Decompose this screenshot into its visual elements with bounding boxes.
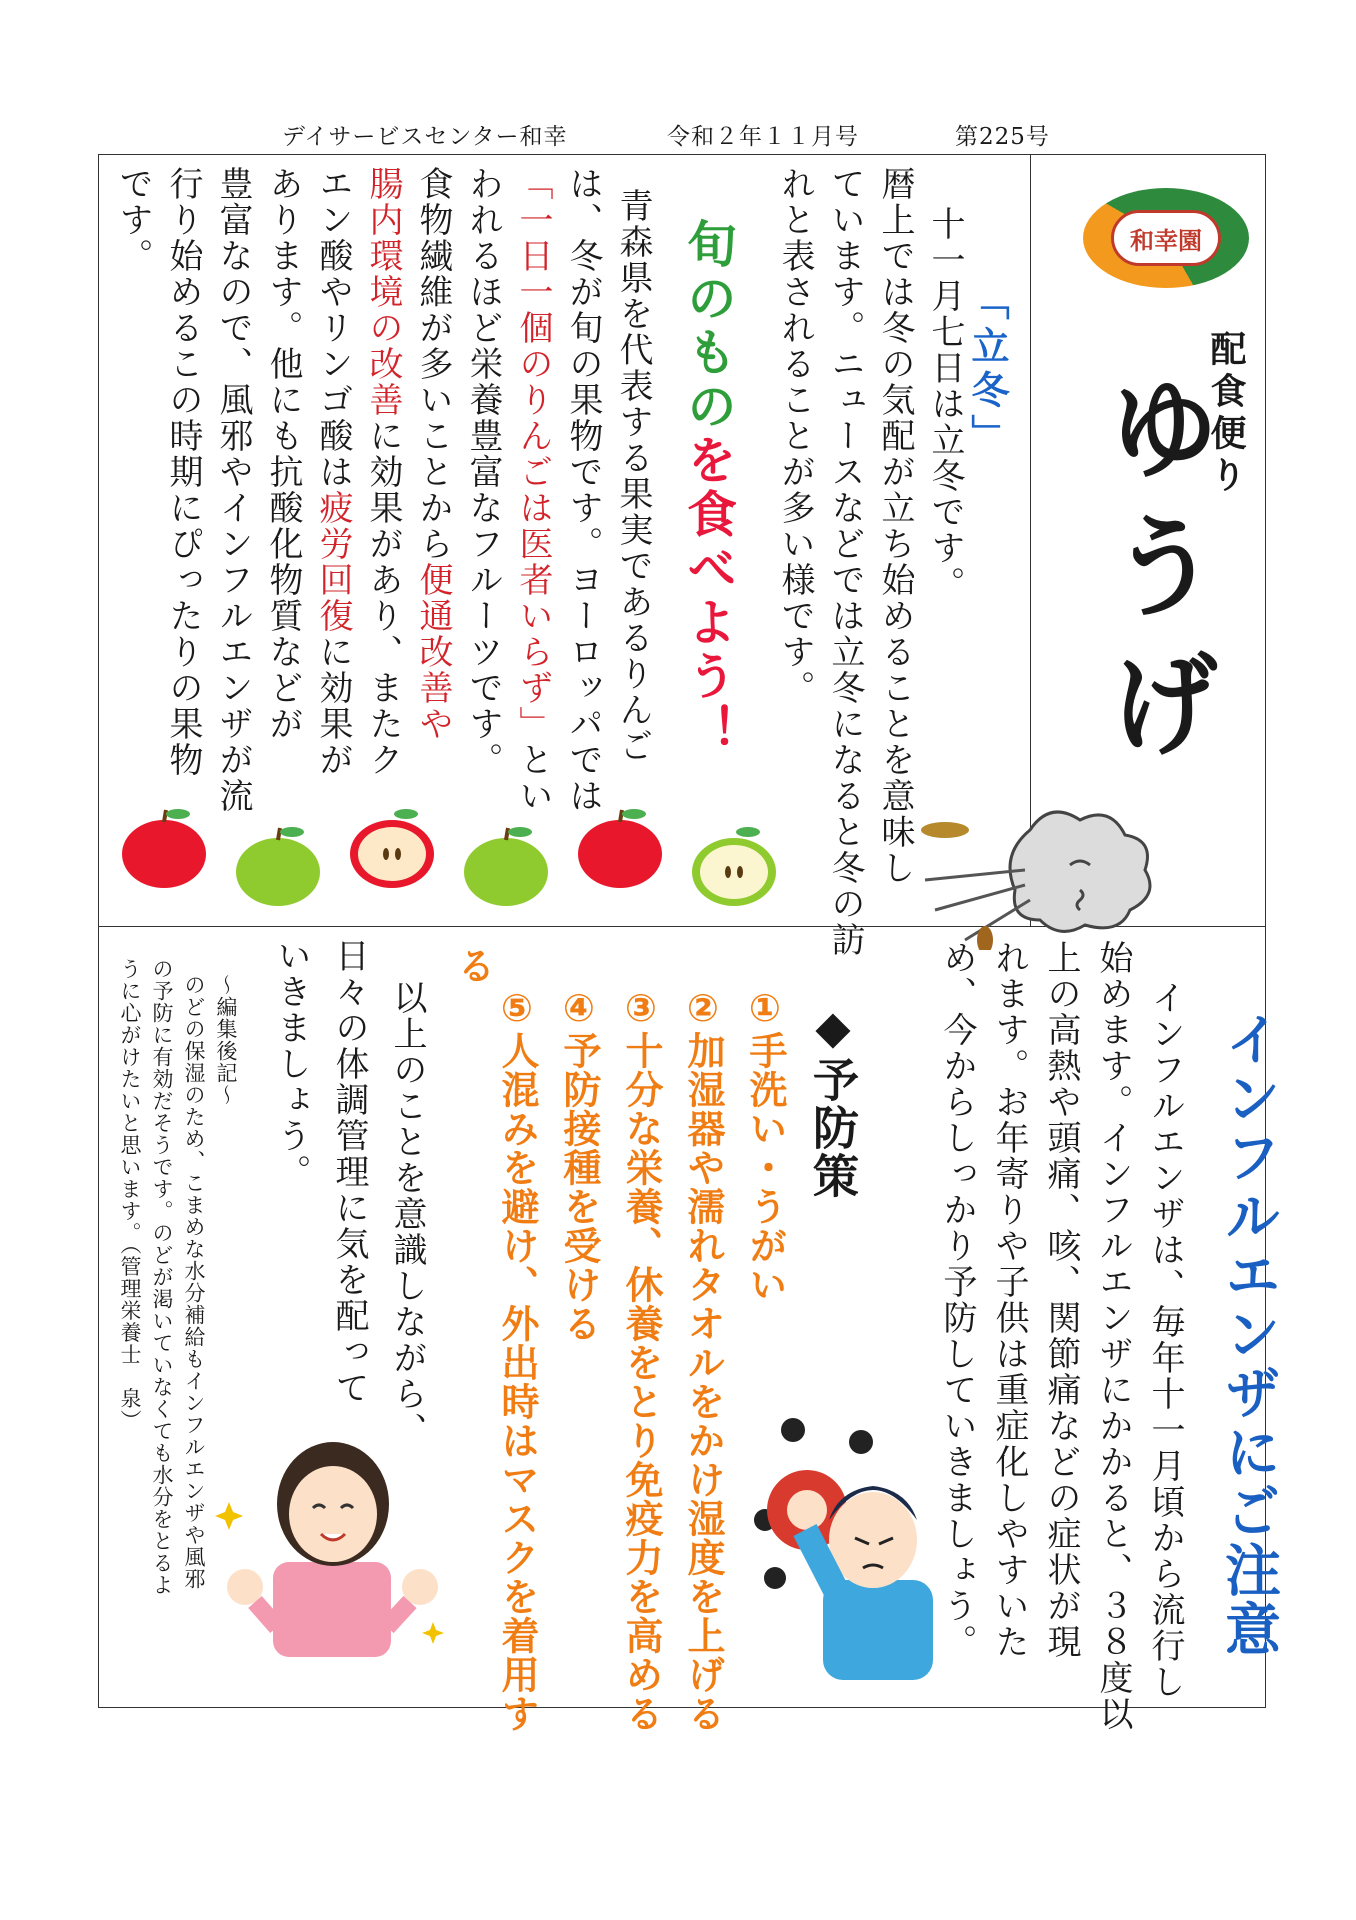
red-apple-icon — [118, 806, 210, 890]
apple-line: 「一日一個のりんごは医者いらず」とい — [513, 166, 553, 814]
apple-line: エン酸やリンゴ酸は疲労回復に効果が — [313, 166, 353, 778]
apple-line: 青森県を代表する果実であるりんご — [613, 188, 653, 764]
apple-highlight: 疲労回復 — [313, 490, 353, 634]
season-line: 暦上では冬の気配が立ち始めることを意味し — [875, 166, 915, 886]
masthead-subtitle: 配食便り — [1205, 330, 1246, 498]
apple-line: 腸内環境の改善に効果があり、またク — [363, 166, 403, 778]
season-heading: 「立冬」 — [965, 282, 1009, 458]
cloud-icon — [1010, 812, 1150, 931]
issue-date: 令和２年１１月号 — [667, 124, 859, 150]
burst-icon — [781, 1418, 805, 1442]
apple-line: 豊富なので、風邪やインフルエンザが流 — [213, 166, 253, 814]
apple-proverb: 「一日一個のりんごは医者いらず」 — [513, 166, 553, 742]
burst-icon — [764, 1567, 786, 1589]
apple-line: 行り始めるこの時期にぴったりの果物 — [163, 166, 203, 778]
editor-note-line: うに心がけたいと思います。（管理栄養士 泉） — [118, 958, 142, 1432]
editor-note-line: の予防に有効だそうです。のどが渇いていなくても水分をとるよ — [150, 958, 174, 1596]
determined-man-illustration — [745, 1410, 940, 1680]
sparkle-icon — [215, 1502, 243, 1530]
green-apple-icon — [460, 824, 552, 908]
red-apple-icon — [574, 806, 666, 890]
apple-line: あります。他にも抗酸化物質などが — [263, 166, 303, 742]
apple-highlight: 腸内環境の改善 — [363, 166, 403, 418]
apple-line: われるほど栄養豊富なフルーツです。 — [463, 166, 503, 778]
season-line: 十一月七日は立冬です。 — [925, 206, 965, 602]
cut-green-apple-icon — [688, 824, 780, 908]
burst-icon — [849, 1430, 873, 1454]
apple-line: 食物繊維が多いことから便通改善や — [413, 166, 453, 742]
flu-line: れます。お年寄りや子供は重症化しやすいた — [989, 940, 1029, 1660]
green-apple-icon — [232, 824, 324, 908]
apple-line: です。 — [113, 166, 153, 274]
center-name: デイサービスセンター和幸 — [282, 124, 568, 150]
apple-heading — [672, 218, 744, 758]
season-line: ています。ニュースなどでは立冬になると冬の訪 — [825, 166, 865, 958]
flu-heading: インフルエンザにご注意 — [1216, 1010, 1281, 1659]
logo — [1083, 188, 1249, 288]
closing-line: 日々の体調管理に気を配って — [329, 938, 369, 1406]
flu-line: 始めます。インフルエンザにかかると、３８度以 — [1093, 940, 1133, 1732]
cut-red-apple-icon — [346, 806, 438, 890]
prevention-item: ⑤人混みを避け、外出時はマスクを着用す — [495, 986, 539, 1733]
editor-note-line: ～編集後記～ — [214, 974, 238, 1106]
masthead-title: ゆうげ — [1090, 370, 1220, 784]
prevention-heading: ◆予防策 — [806, 1000, 860, 1200]
logo-text: 和幸園 — [1130, 226, 1202, 255]
prevention-item: ④予防接種を受ける — [557, 986, 601, 1343]
flu-line: 上の高熱や頭痛、咳、関節痛などの症状が現 — [1041, 940, 1081, 1660]
leaf-icon — [921, 822, 969, 838]
newsletter-header — [0, 118, 1356, 152]
apple-heading-green: 旬のもの — [679, 218, 737, 434]
prevention-item: ②加湿器や濡れタオルをかけ湿度を上げる — [681, 986, 725, 1733]
flu-line: め、今からしっかり予防していきましょう。 — [937, 940, 977, 1660]
closing-line: いきましょう。 — [271, 938, 311, 1190]
closing-line: 以上のことを意識しながら、 — [387, 980, 427, 1448]
apple-heading-red: を食べよう！ — [679, 434, 737, 758]
logo-badge — [1111, 210, 1221, 266]
flu-line: インフルエンザは、毎年十一月頃から流行し — [1145, 980, 1185, 1700]
prevention-item: ①手洗い・うがい — [743, 986, 787, 1304]
editor-note-line: のどの保湿のため、こまめな水分補給もインフルエンザや風邪 — [182, 974, 206, 1590]
cheerful-woman-illustration — [215, 1442, 450, 1657]
prevention-item: る — [451, 946, 495, 985]
issue-number: 第225号 — [955, 124, 1050, 150]
apple-line: は、冬が旬の果物です。ヨーロッパでは — [563, 166, 603, 814]
season-line: れと表されることが多い様です。 — [775, 166, 815, 706]
prevention-item: ③十分な栄養、休養をとり免疫力を高める — [619, 986, 663, 1733]
sparkle-icon — [422, 1622, 444, 1644]
winter-wind-illustration — [905, 790, 1175, 950]
